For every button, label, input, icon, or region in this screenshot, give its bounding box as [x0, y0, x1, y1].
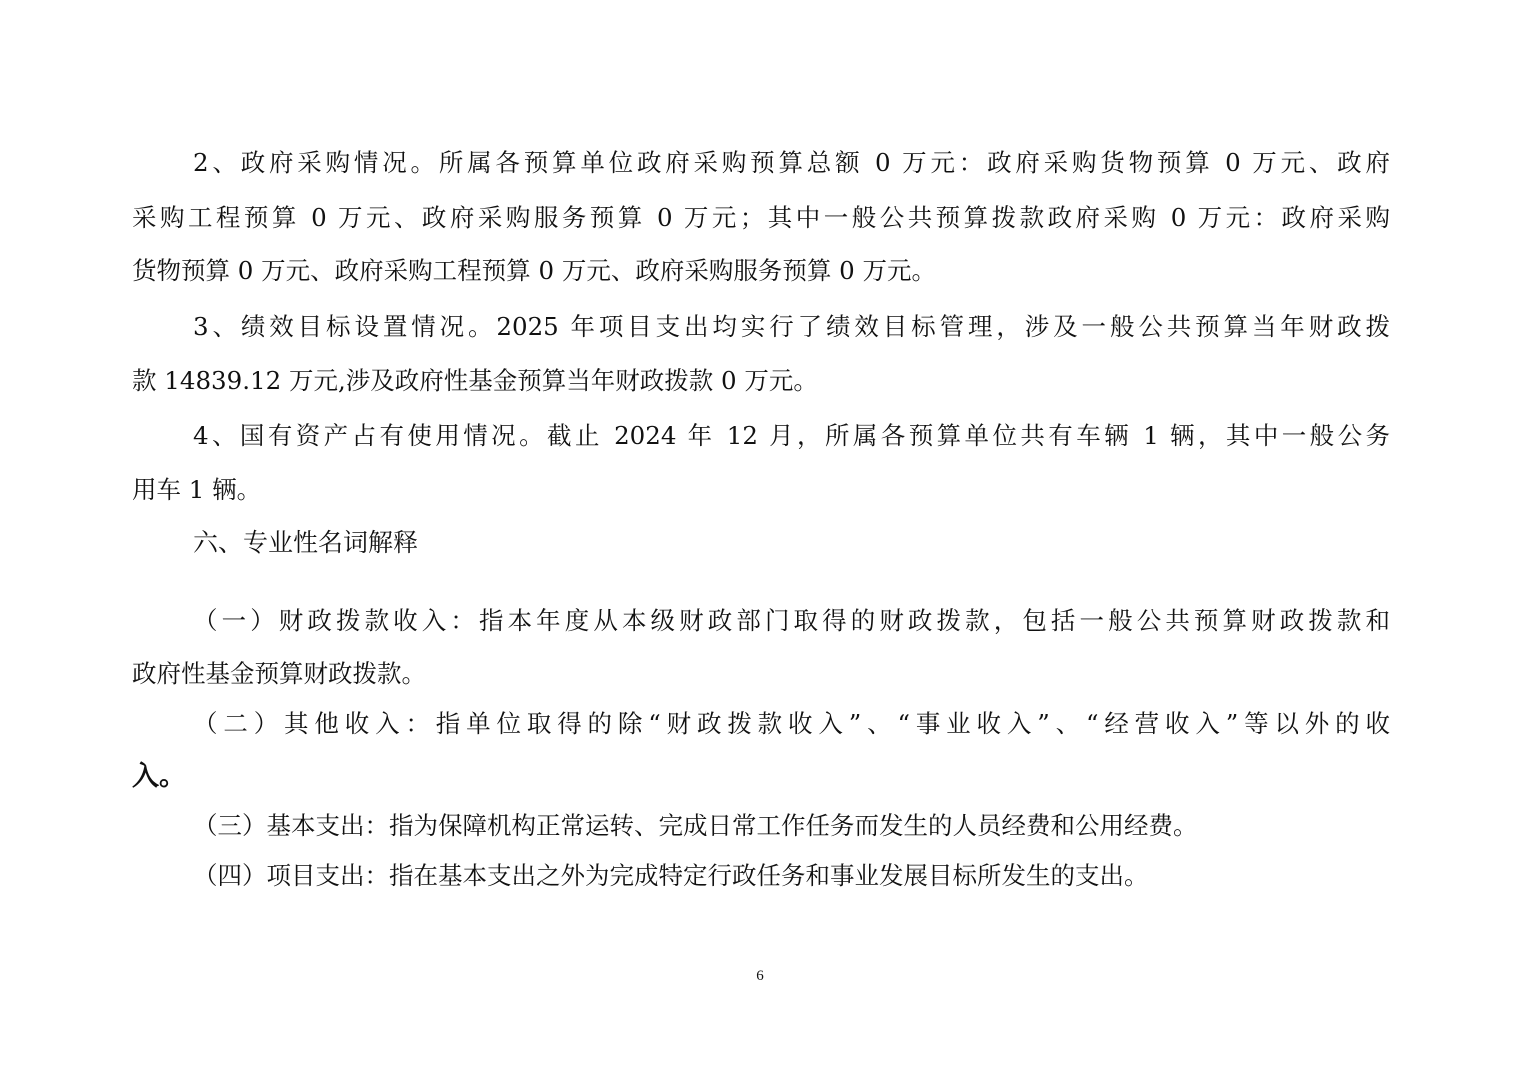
assets-paragraph-line-1: 4、国有资产占有使用情况。截止 2024 年 12 月，所属各预算单位共有车辆 1 辆，其中一般公务	[193, 421, 1390, 450]
assets-paragraph-line-2: 用车 1 辆。	[132, 475, 262, 504]
definition-other-income-line-1: （二）其他收入：指单位取得的除“财政拨款收入”、“事业收入”、“经营收入”等以外的收	[193, 709, 1390, 738]
section-heading: 六、专业性名词解释	[193, 528, 419, 557]
definition-fiscal-income-line-2: 政府性基金预算财政拨款。	[132, 659, 426, 688]
procurement-paragraph-line-1: 2、政府采购情况。所属各预算单位政府采购预算总额 0 万元：政府采购货物预算 0 万元、政府	[193, 148, 1390, 177]
performance-paragraph-line-2: 款 14839.12 万元,涉及政府性基金预算当年财政拨款 0 万元。	[132, 366, 818, 395]
page-number: 6	[756, 968, 764, 984]
procurement-paragraph-line-3: 货物预算 0 万元、政府采购工程预算 0 万元、政府采购服务预算 0 万元。	[132, 256, 936, 285]
performance-paragraph-line-1: 3、绩效目标设置情况。2025 年项目支出均实行了绩效目标管理，涉及一般公共预算当年财政拨	[193, 312, 1390, 341]
definition-fiscal-income-line-1: （一）财政拨款收入：指本年度从本级财政部门取得的财政拨款，包括一般公共预算财政拨款和	[193, 606, 1390, 635]
procurement-paragraph-line-2: 采购工程预算 0 万元、政府采购服务预算 0 万元；其中一般公共预算拨款政府采购 0 万元：政府采购	[132, 203, 1390, 232]
definition-other-income-line-2: 入。	[132, 761, 186, 792]
definition-project-expenditure: （四）项目支出：指在基本支出之外为完成特定行政任务和事业发展目标所发生的支出。	[193, 861, 1149, 890]
definition-basic-expenditure: （三）基本支出：指为保障机构正常运转、完成日常工作任务而发生的人员经费和公用经费。	[193, 811, 1198, 840]
